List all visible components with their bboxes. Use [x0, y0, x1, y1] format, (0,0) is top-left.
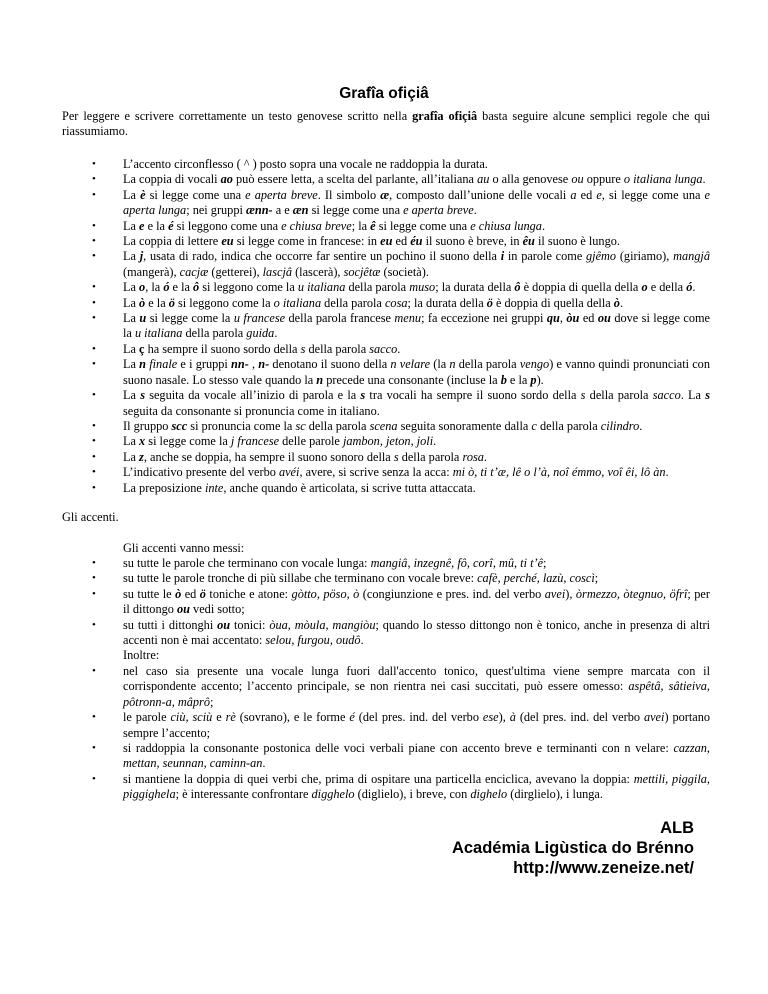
accents-heading: Gli accenti. [62, 510, 119, 524]
intro-paragraph: Per leggere e scrivere correttamente un testo genovese scritto nella grafîa ofiçiâ basta seguire alcune semplici regole che qui riassumiamo. [62, 109, 711, 139]
rule-item: • La ò e la ö si leggono come la o italiana della parola cosa; la durata della ö è doppia di quella della ò. [92, 296, 710, 311]
rule-item: • La ç ha sempre il suono sordo della s della parola sacco. [92, 342, 710, 357]
accent-rule-item: • su tutte le parole che terminano con vocale lunga: mangiâ, inzegnê, fô, corî, mû, ti t’ê; [92, 556, 710, 571]
rule-item: • L’indicativo presente del verbo avéi, avere, si scrive senza la acca: mi ò, ti t’æ, lê o l’à, noî émmo, voî êi, lô àn. [92, 465, 710, 480]
accent-extra-item: • si raddoppia la consonante postonica delle voci verbali piane con accento breve e terminanti con n velare: cazzan, mettan, seunnan, caminn-an. [92, 741, 710, 772]
rule-item: • L’accento circonflesso ( ^ ) posto sopra una vocale ne raddoppia la durata. [92, 157, 710, 172]
accents-intro: Gli accenti vanno messi: [123, 541, 245, 555]
rule-item: • Il gruppo scc si pronuncia come la sc della parola scena seguita sonoramente dalla c della parola cilindro. [92, 419, 710, 434]
rule-item: • La n finale e i gruppi nn- , n- denotano il suono della n velare (la n della parola vengo) e vanno quindi pronunciati con suono nasale. Lo stesso vale quando la n precede una consonante (incluse la b e la p). [92, 357, 710, 388]
rule-item: • La z, anche se doppia, ha sempre il suono sonoro della s della parola rosa. [92, 450, 710, 465]
rule-item: • La coppia di lettere eu si legge come in francese: in eu ed éu il suono è breve, in êu il suono è lungo. [92, 234, 710, 249]
accent-rule-item: • su tutti i dittonghi ou tonici: òua, mòula, mangiòu; quando lo stesso dittongo non è tonico, anche in presenza di altri accenti non è mai accentato: selou, furgou, oudô. [92, 618, 710, 649]
org-name: Académia Ligùstica do Brénno [451, 839, 694, 857]
signature-block [452, 818, 694, 878]
org-website-link[interactable]: http://www.zeneize.net/ [513, 859, 694, 877]
accents-extra-list [92, 664, 710, 803]
rule-item: • La u si legge come la u francese della parola francese menu; fa eccezione nei gruppi qu, òu ed ou dove si legge come la u italiana della parola guida. [92, 311, 710, 342]
accent-extra-item: • si mantiene la doppia di quei verbi che, prima di ospitare una particella enciclica, avevano la doppia: mettili, piggila, piggighela; è interessante confrontare digghelo (diglielo), i breve, con dighelo (dirglielo), i lunga. [92, 772, 710, 803]
org-acronym: ALB [660, 819, 694, 837]
accent-rule-item: • su tutte le parole tronche di più sillabe che terminano con vocale breve: cafè, perché, lazù, coscì; [92, 571, 710, 586]
accents-list [92, 556, 710, 648]
moreover-label: Inoltre: [123, 648, 160, 662]
rule-item: • La s seguita da vocale all’inizio di parola e la s tra vocali ha sempre il suono sordo della s della parola sacco. La s seguita da consonante si pronuncia come in italiano. [92, 388, 710, 419]
accent-extra-item: • nel caso sia presente una vocale lunga fuori dall'accento tonico, quest'ultima viene sempre marcata con il corrispondente accento; l’accento principale, se non rientra nei casi succitati, può essere omesso: aspêtâ, sâtieiva, pôtronn-a, mâprô; [92, 664, 710, 710]
rule-item: • La j, usata di rado, indica che occorre far sentire un pochino il suono della i in parole come gjêmo (giriamo), mangjâ (mangerà), cacjæ (getterei), lascjâ (lascerà), socjêtæ (società). [92, 249, 710, 280]
rule-item: • La è si legge come una e aperta breve. Il simbolo æ, composto dall’unione delle vocali a ed e, si legge come una e aperta lunga; nei gruppi ænn- a e æn si legge come una e aperta breve. [92, 188, 710, 219]
rule-item: • La o, la ó e la ô si leggono come la u italiana della parola muso; la durata della ô è doppia di quella della o e della ó. [92, 280, 710, 295]
rule-item: • La coppia di vocali ao può essere letta, a scelta del parlante, all’italiana au o alla genovese ou oppure o italiana lunga. [92, 172, 710, 187]
rule-item: • La e e la é si leggono come una e chiusa breve; la ê si legge come una e chiusa lunga. [92, 219, 710, 234]
rule-item: • La x si legge come la j francese delle parole jambon, jeton, joli. [92, 434, 710, 449]
rules-list [92, 157, 710, 496]
accent-rule-item: • su tutte le ò ed ö toniche e atone: gòtto, pöso, ò (congiunzione e pres. ind. del verbo avei), òrmezzo, òtegnuo, öfrî; per il dittongo ou vedi sotto; [92, 587, 710, 618]
rule-item: • La preposizione inte, anche quando è articolata, si scrive tutta attaccata. [92, 481, 710, 496]
page-title: Grafîa ofiçiâ [339, 85, 429, 102]
accent-extra-item: • le parole ciù, sciù e rè (sovrano), e le forme é (del pres. ind. del verbo ese), à (del pres. ind. del verbo avei) portano sempre l’accento; [92, 710, 710, 741]
